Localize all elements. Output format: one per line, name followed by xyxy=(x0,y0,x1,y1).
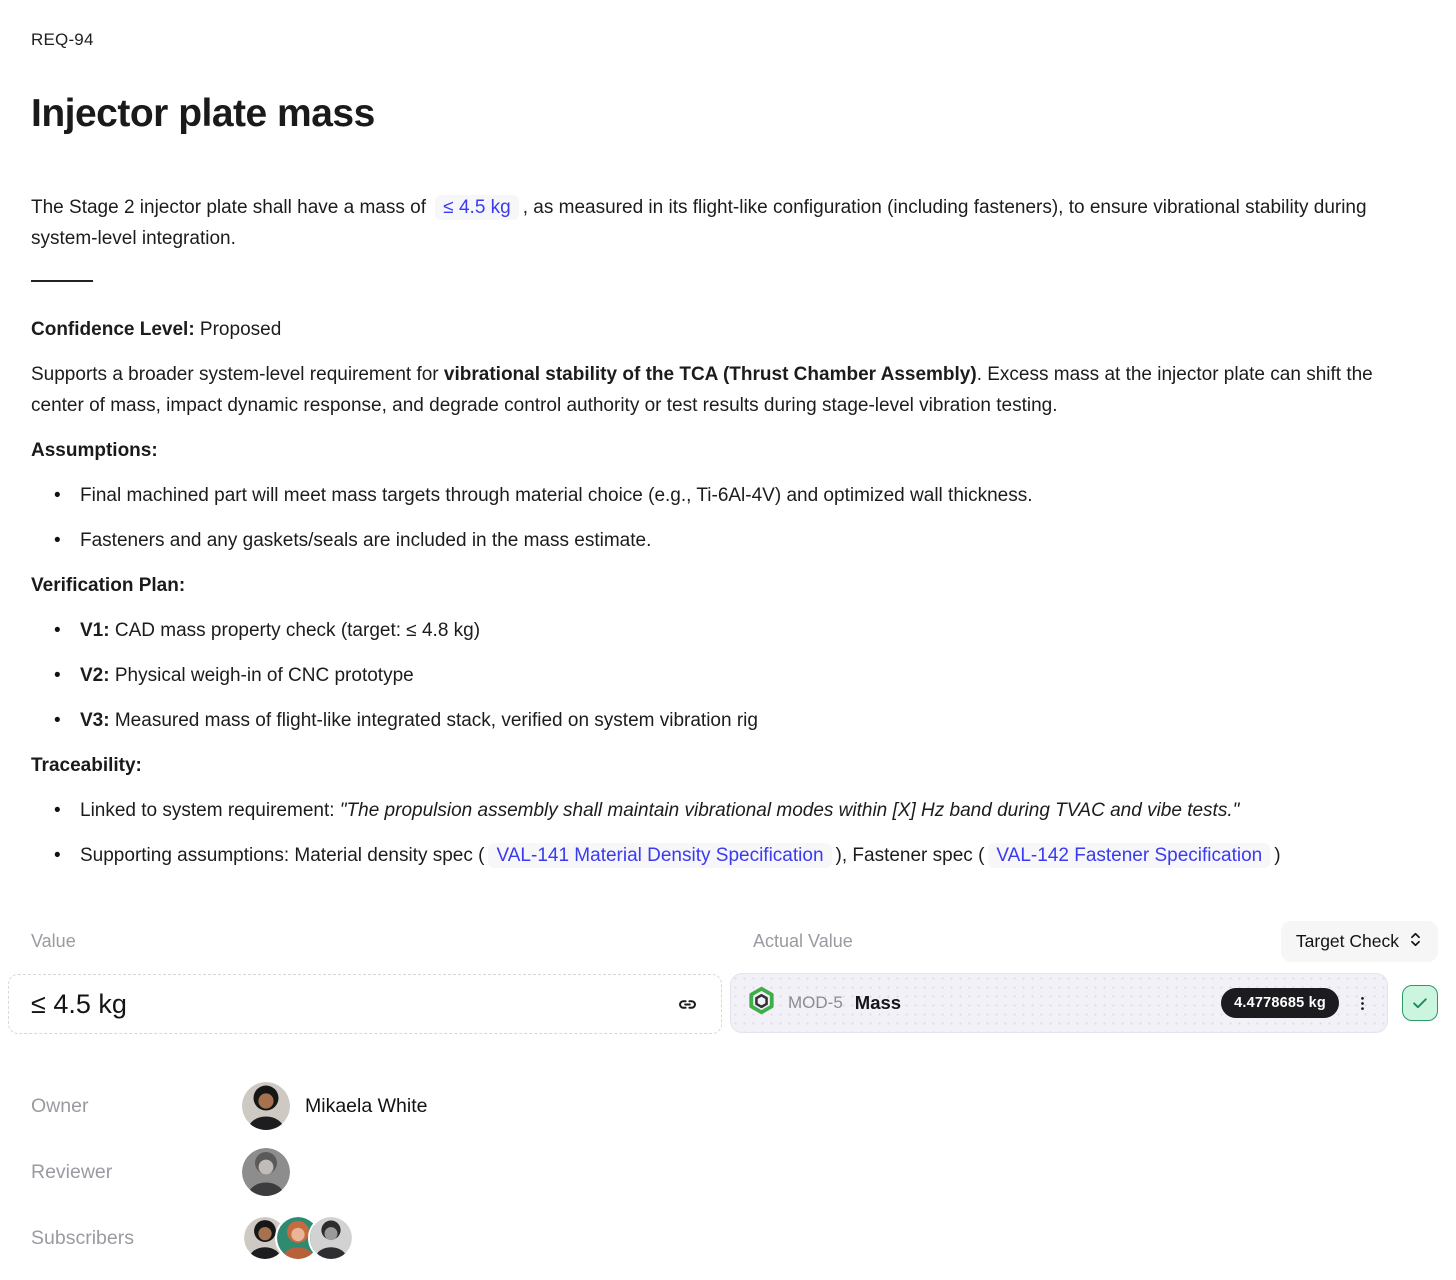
fields-row xyxy=(8,919,1438,1034)
actual-value-header xyxy=(730,919,1438,963)
supporting-prefix: Supporting assumptions: Material density spec ( xyxy=(80,845,485,866)
val-141-link[interactable]: VAL-141 Material Density Specification xyxy=(488,843,831,868)
actual-value-field xyxy=(730,919,1438,1033)
reviewer-label: Reviewer xyxy=(31,1160,113,1183)
verification-heading: Verification Plan: xyxy=(31,575,186,596)
linked-requirement-prefix: Linked to system requirement: xyxy=(80,800,340,821)
verification-step-label: V3: xyxy=(80,710,110,731)
linked-property-card[interactable] xyxy=(730,973,1388,1033)
description-before: The Stage 2 injector plate shall have a mass of xyxy=(31,197,432,218)
subscribers-avatar-stack xyxy=(242,1215,354,1261)
verification-step-text: Measured mass of flight-like integrated stack, verified on system vibration rig xyxy=(109,710,758,731)
rationale-bold: vibrational stability of the TCA (Thrust Chamber Assembly) xyxy=(443,364,977,385)
link-icon[interactable] xyxy=(676,993,699,1016)
owner-label: Owner xyxy=(31,1094,89,1117)
actual-value-label: Actual Value xyxy=(753,930,853,951)
property-name: Mass xyxy=(854,992,902,1013)
value-input[interactable] xyxy=(8,974,722,1034)
subscribers-label: Subscribers xyxy=(31,1226,134,1249)
reading-badge: 4.4778685 kg xyxy=(1221,988,1339,1018)
list-item xyxy=(80,705,1422,736)
requirement-document xyxy=(0,30,1456,871)
rationale-before: Supports a broader system-level requirement for xyxy=(31,364,444,385)
rationale-paragraph xyxy=(31,359,1422,421)
verification-step-label: V2: xyxy=(80,665,110,686)
requirement-id: REQ-94 xyxy=(31,30,94,49)
list-item xyxy=(80,660,1422,691)
value-mention-link[interactable]: ≤ 4.5 kg xyxy=(435,195,518,220)
value-field-label: Value xyxy=(31,931,76,951)
verification-step-label: V1: xyxy=(80,620,110,641)
actual-value-row xyxy=(730,973,1438,1033)
verification-step-text: Physical weigh-in of CNC prototype xyxy=(109,665,414,686)
reviewer-avatar[interactable] xyxy=(242,1148,290,1196)
owner-name: Mikaela White xyxy=(305,1094,428,1117)
confidence-value: Proposed xyxy=(194,319,282,340)
value-text: ≤ 4.5 kg xyxy=(31,988,127,1019)
list-item xyxy=(80,615,1422,646)
target-check-dropdown[interactable] xyxy=(1281,921,1438,962)
verification-step-text: CAD mass property check (target: ≤ 4.8 kg) xyxy=(109,620,481,641)
chevron-up-down-icon xyxy=(1408,931,1423,952)
traceability-heading: Traceability: xyxy=(31,755,142,776)
subscriber-avatar[interactable] xyxy=(308,1215,354,1261)
value-field xyxy=(8,919,722,1034)
module-id: MOD-5 xyxy=(788,993,843,1012)
assumptions-list xyxy=(31,480,1422,556)
module-icon xyxy=(747,986,776,1020)
description-paragraph xyxy=(31,192,1422,254)
list-item xyxy=(80,795,1422,826)
page-title: Injector plate mass xyxy=(31,92,375,135)
supporting-suffix: ) xyxy=(1274,845,1281,866)
target-check-label: Target Check xyxy=(1295,930,1399,951)
assumptions-heading: Assumptions: xyxy=(31,440,158,461)
owner-avatar[interactable] xyxy=(242,1082,290,1130)
confidence-label: Confidence Level: xyxy=(31,319,195,340)
list-item xyxy=(80,840,1422,871)
owner-row xyxy=(31,1082,1456,1130)
list-item: • Final machined part will meet mass targets through material choice (e.g., Ti-6Al-4V) and optimized wall thickness. xyxy=(80,480,1422,511)
confidence-line xyxy=(31,314,1422,345)
linked-requirement-quote: "The propulsion assembly shall maintain vibrational modes within [X] Hz band during TVAC and vibe tests." xyxy=(339,800,1240,821)
rationale-after: . Excess mass at the injector plate can shift the center of mass, impact dynamic response, and degrade control authority or test results during stage-level vibration testing. xyxy=(31,364,1373,416)
kebab-menu-icon[interactable] xyxy=(1351,990,1374,1017)
people-section xyxy=(31,1082,1456,1262)
subscribers-row xyxy=(31,1214,1456,1262)
description-after: , as measured in its flight-like configuration (including fasteners), to ensure vibrational stability during system-level integration. xyxy=(31,197,1367,249)
val-142-link[interactable]: VAL-142 Fastener Specification xyxy=(988,843,1270,868)
section-divider xyxy=(31,280,93,282)
reviewer-row xyxy=(31,1148,1456,1196)
list-item: • Fasteners and any gaskets/seals are included in the mass estimate. xyxy=(80,525,1422,556)
supporting-mid: ), Fastener spec ( xyxy=(835,845,985,866)
target-check-pass-button[interactable] xyxy=(1402,985,1438,1021)
verification-list xyxy=(31,615,1422,736)
traceability-list xyxy=(31,795,1422,871)
